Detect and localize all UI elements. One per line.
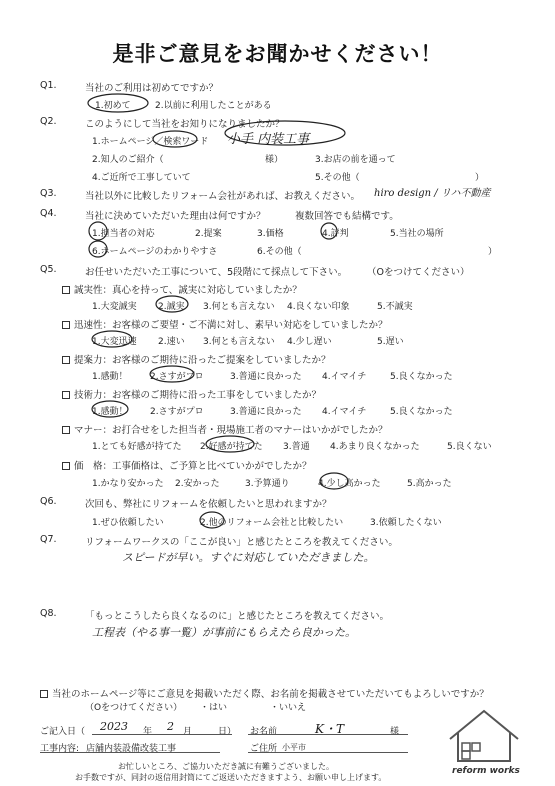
q6-question: 次回も、弊社にリフォームを依頼したいと思われますか？ bbox=[85, 499, 332, 510]
name-suffix: 様 bbox=[390, 727, 400, 737]
q4-option-3[interactable]: 3.価格 bbox=[257, 229, 284, 239]
q5-item-2-question: 迅速性：お客様のご要望・ご不満に対し、素早い対応をしていましたか？ bbox=[62, 317, 388, 331]
q5-item-3-option-3[interactable]: 3.普通に良かった bbox=[230, 372, 302, 382]
q6-option-3[interactable]: 3.依頼したくない bbox=[370, 518, 442, 528]
q3-handwritten-answer: hiro design / リハ不動産 bbox=[374, 188, 491, 199]
q4-mark-circle-1 bbox=[89, 222, 107, 240]
q4-option-6[interactable]: 6.ホームページのわかりやすさ bbox=[92, 247, 218, 257]
address-label: ご住所 bbox=[250, 744, 278, 754]
q5-question: お任せいただいた工事について、5段階にて採点して下さい。 bbox=[85, 267, 348, 278]
q2-number: Q2. bbox=[40, 116, 57, 127]
q2-handwriting-circle bbox=[225, 121, 345, 145]
q5-item-5-question: マナー：お打合せをした担当者・現場施工者のマナーはいかがでしたか？ bbox=[62, 422, 388, 436]
q2-option-5-close: ） bbox=[475, 173, 485, 183]
q2-handwritten-answer: 小手 内装工事 bbox=[227, 132, 310, 147]
q2-option-3[interactable]: 3.お店の前を通って bbox=[315, 155, 396, 165]
date-label: ご記入日（ bbox=[40, 727, 86, 737]
q4-option-7[interactable]: 6.その他（ bbox=[257, 247, 302, 257]
q5-2-mark bbox=[92, 331, 132, 347]
q5-item-3-option-4[interactable]: 4.イマイチ bbox=[322, 372, 367, 382]
q5-item-5-option-3[interactable]: 3.普通 bbox=[283, 442, 310, 452]
q1-question: 当社のご利用は初めてですか？ bbox=[85, 83, 219, 94]
consent-yes[interactable]: ・はい bbox=[200, 703, 228, 713]
q5-item-6-option-3[interactable]: 3.予算通り bbox=[245, 479, 290, 489]
q5-item-5-option-4[interactable]: 4.あまり良くなかった bbox=[330, 442, 420, 452]
q6-mark bbox=[200, 512, 224, 528]
q5-item-4-question: 技術力：お客様のご期待に沿った工事をしていましたか？ bbox=[62, 387, 321, 401]
name-value[interactable]: K・T bbox=[315, 722, 344, 736]
q5-item-5-option-2[interactable]: 2.好感が持てた bbox=[200, 442, 263, 452]
q5-item-6-option-4[interactable]: 4.少し高かった bbox=[318, 479, 381, 489]
q7-question: リフォームワークスの「ここが良い」と感じたところを教えてください。 bbox=[85, 537, 398, 548]
q5-item-2-option-5[interactable]: 5.遅い bbox=[377, 337, 404, 347]
q4-mark-circle-3 bbox=[89, 241, 107, 257]
date-year[interactable]: 2023 bbox=[100, 720, 128, 733]
q2-mark-circle bbox=[153, 131, 197, 147]
q5-4-mark bbox=[92, 401, 128, 417]
q5-item-4-option-2[interactable]: 2.さすがプロ bbox=[150, 407, 204, 417]
q5-5-mark bbox=[206, 436, 254, 452]
work-value: 店舗内装設備改装工事 bbox=[86, 744, 177, 754]
logo-text: reform works bbox=[452, 766, 520, 776]
q5-item-3-option-2[interactable]: 2.さすがプロ bbox=[150, 372, 204, 382]
q5-item-1-option-2[interactable]: 2.誠実 bbox=[158, 302, 185, 312]
q7-handwritten-answer: スピードが早い。すぐに対応していただきました。 bbox=[122, 551, 375, 564]
date-month[interactable]: 2 bbox=[167, 720, 174, 733]
q2-option-2[interactable]: 2.知人のご紹介（ bbox=[92, 155, 164, 165]
q5-note: （Oをつけてください） bbox=[367, 267, 470, 278]
consent-note: （Oをつけてください） bbox=[85, 703, 183, 713]
q5-6-mark bbox=[320, 473, 348, 489]
q7-number: Q7. bbox=[40, 534, 57, 545]
work-label: 工事内容: bbox=[40, 744, 80, 754]
q5-item-2-option-4[interactable]: 4.少し遅い bbox=[287, 337, 332, 347]
q5-item-6-option-5[interactable]: 5.高かった bbox=[407, 479, 452, 489]
q5-item-2-option-1[interactable]: 1.大変迅速 bbox=[92, 337, 137, 347]
q5-item-6-question: 価 格：工事価格は、ご予算と比べていかがでしたか？ bbox=[62, 458, 312, 472]
q4-option-1[interactable]: 1.担当者の対応 bbox=[92, 229, 155, 239]
q5-item-2-option-3[interactable]: 3.何とも言えない bbox=[203, 337, 275, 347]
q5-item-6-option-1[interactable]: 1.かなり安かった bbox=[92, 479, 164, 489]
q5-3-mark bbox=[150, 366, 194, 382]
q4-option-2[interactable]: 2.提案 bbox=[195, 229, 222, 239]
q5-item-1-option-5[interactable]: 5.不誠実 bbox=[377, 302, 413, 312]
name-label: お名前 bbox=[250, 727, 278, 737]
q5-item-4-option-4[interactable]: 4.イマイチ bbox=[322, 407, 367, 417]
q5-item-5-option-5[interactable]: 5.良くない bbox=[447, 442, 492, 452]
date-year-unit: 年 bbox=[143, 727, 153, 737]
date-day-unit: 日） bbox=[218, 727, 237, 737]
q8-number: Q8. bbox=[40, 608, 57, 619]
q2-option-4[interactable]: 4.ご近所で工事していて bbox=[92, 173, 191, 183]
q2-option-1[interactable]: 1.ホームページ／検索ワード bbox=[92, 137, 209, 147]
q5-item-1-option-4[interactable]: 4.良くない印象 bbox=[287, 302, 350, 312]
q5-item-4-option-1[interactable]: 1.感動！ bbox=[92, 407, 128, 417]
q5-item-1-option-3[interactable]: 3.何とも言えない bbox=[203, 302, 275, 312]
q6-number: Q6. bbox=[40, 496, 57, 507]
q4-option-5[interactable]: 5.当社の場所 bbox=[390, 229, 444, 239]
q4-option-7-close: ） bbox=[488, 247, 498, 257]
q4-option-4[interactable]: 4.評判 bbox=[322, 229, 349, 239]
q1-option-1[interactable]: 1.初めて bbox=[95, 101, 131, 111]
q5-item-3-question: 提案力：お客様のご期待に沿ったご提案をしていましたか？ bbox=[62, 352, 331, 366]
q5-item-3-option-5[interactable]: 5.良くなかった bbox=[390, 372, 453, 382]
q4-mark-circle-2 bbox=[321, 223, 337, 239]
consent-question: 当社のホームページ等にご意見を掲載いただく際、お名前を掲載させていただいてもよろしいですか？ bbox=[40, 686, 489, 700]
q5-item-1-option-1[interactable]: 1.大変誠実 bbox=[92, 302, 137, 312]
q5-1-mark bbox=[156, 296, 188, 312]
q3-question: 当社以外に比較したリフォーム会社があれば、お教えください。 bbox=[85, 191, 361, 202]
q2-option-2-suffix: 様） bbox=[265, 155, 284, 165]
q5-number: Q5. bbox=[40, 264, 57, 275]
q6-option-2[interactable]: 2.他のリフォーム会社と比較したい bbox=[200, 518, 344, 528]
q5-item-4-option-3[interactable]: 3.普通に良かった bbox=[230, 407, 302, 417]
q5-item-1-question: 誠実性：真心を持って、誠実に対応していましたか？ bbox=[62, 282, 302, 296]
q1-number: Q1. bbox=[40, 80, 57, 91]
q4-note: 複数回答でも結構です。 bbox=[295, 211, 399, 222]
consent-no[interactable]: ・いいえ bbox=[270, 703, 307, 713]
q5-item-3-option-1[interactable]: 1.感動！ bbox=[92, 372, 128, 382]
q8-question: 「もっとこうしたら良くなるのに」と感じたところを教えてください。 bbox=[85, 611, 390, 622]
q5-item-6-option-2[interactable]: 2.安かった bbox=[175, 479, 220, 489]
thanks-line-1: お忙しいところ、ご協力いただき誠に有難うございました。 bbox=[118, 762, 334, 771]
date-month-unit: 月 bbox=[183, 727, 193, 737]
address-value[interactable]: 小平市 bbox=[282, 743, 306, 752]
thanks-line-2: お手数ですが、同封の返信用封筒にてご返送いただきますよう、お願い申し上げます。 bbox=[75, 773, 387, 782]
q5-item-5-option-1[interactable]: 1.とても好感が持てた bbox=[92, 442, 182, 452]
q8-handwritten-answer: 工程表（やる事一覧）が事前にもらえたら良かった。 bbox=[92, 626, 356, 639]
q3-number: Q3. bbox=[40, 188, 57, 199]
q4-number: Q4. bbox=[40, 208, 57, 219]
q2-option-5[interactable]: 5.その他（ bbox=[315, 173, 360, 183]
q4-question: 当社に決めていただいた理由は何ですか？ bbox=[85, 211, 266, 222]
q6-option-1[interactable]: 1.ぜひ依頼したい bbox=[92, 518, 164, 528]
q2-question: このようにして当社をお知りになりましたか？ bbox=[85, 119, 285, 130]
q5-item-4-option-5[interactable]: 5.良くなかった bbox=[390, 407, 453, 417]
page-title: 是非ご意見をお聞かせください！ bbox=[112, 42, 443, 66]
q1-option-2[interactable]: 2.以前に利用したことがある bbox=[155, 101, 272, 111]
q5-item-2-option-2[interactable]: 2.速い bbox=[158, 337, 185, 347]
q1-mark-circle bbox=[88, 94, 148, 112]
